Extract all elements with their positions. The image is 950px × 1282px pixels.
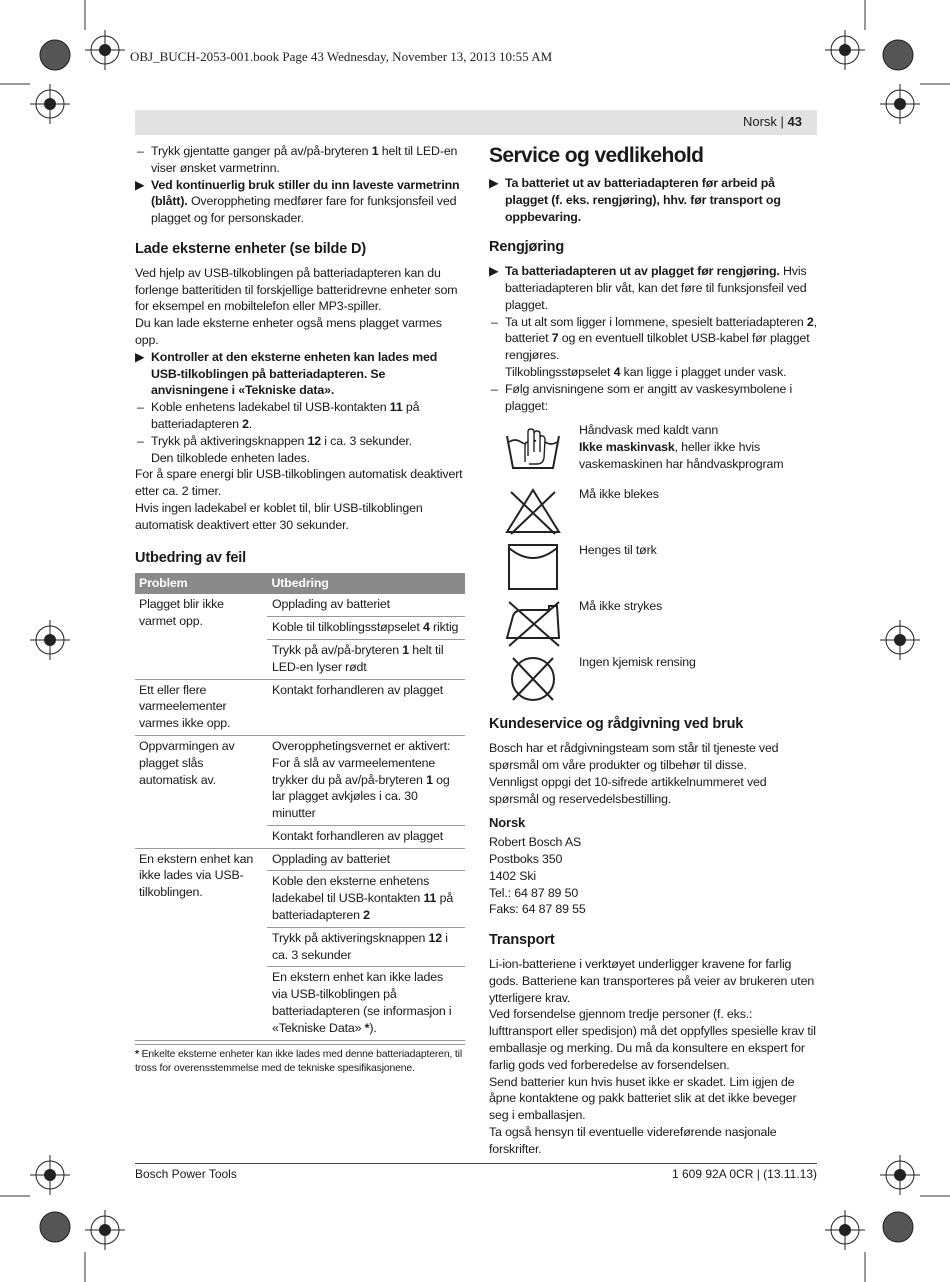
no-bleach-icon — [503, 486, 563, 536]
column-header: Utbedring — [268, 573, 466, 594]
footer-docnumber: 1 609 92A 0CR | (13.11.13) — [672, 1167, 817, 1181]
care-symbols — [489, 422, 819, 710]
section-heading: Utbedring av feil — [135, 549, 247, 566]
table-cell: Trykk på av/på-bryteren 1 helt til LED-en lyser rødt — [268, 639, 466, 679]
paragraph: Tilkoblingsstøpselet 4 kan ligge i plagget under vask. — [505, 364, 787, 379]
address-block: Robert Bosch AS Postboks 350 1402 Ski Tel.: 64 87 89 50 Faks: 64 87 89 55 — [489, 835, 586, 917]
footer-brand: Bosch Power Tools — [135, 1167, 237, 1181]
bullet-triangle-icon: ▶ — [135, 177, 145, 192]
bullet-triangle-icon: ▶ — [489, 264, 499, 279]
symbol-text: Må ikke blekes — [579, 487, 659, 502]
table-cell: En ekstern enhet kan ikke lades via USB-tilkoblingen. — [135, 848, 268, 1040]
paragraph: Ved hjelp av USB-tilkoblingen på batteriadapteren kan du forlenge batteritiden til forskjellige batteridrevne enheter som for eksempel en mobiltelefon eller MP3-spiller. — [135, 265, 458, 314]
no-iron-icon — [503, 598, 563, 648]
symbol-text: Henges til tørk — [579, 543, 657, 558]
table-cell: Kontakt forhandleren av plagget — [268, 679, 466, 735]
troubleshooting-table — [135, 573, 465, 1040]
warning-item: ▶ Ved kontinuerlig bruk stiller du inn laveste varmetrinn (blått). Overoppheting medfører fare for funksjonsfeil ved plagget og for personskader. — [135, 177, 460, 226]
list-item: – Koble enhetens ladekabel til USB-kontakten 11 på batteriadapteren 2. — [137, 400, 420, 431]
warning-item: ▶ Kontroller at den eksterne enheten kan lades med USB-tilkoblingen på batteriadapteren. Se anvisningene i «Tekniske data». — [135, 349, 438, 398]
table-cell: Kontakt forhandleren av plagget — [268, 825, 466, 848]
paragraph: Vennligst oppgi det 10-sifrede artikkelnummeret ved spørsmål og reservedelsbestilling. — [489, 774, 767, 806]
symbol-row — [489, 422, 819, 486]
header-language: Norsk — [742, 114, 777, 129]
bullet-triangle-icon: ▶ — [489, 176, 499, 190]
symbol-text: Ingen kjemisk rensing — [579, 655, 696, 670]
table-cell: Opplading av batteriet — [268, 848, 466, 871]
line-dry-icon — [503, 542, 563, 592]
table-row — [135, 679, 465, 735]
symbol-row — [489, 598, 819, 654]
column-header: Problem — [135, 573, 268, 594]
warning-item: ▶ Ta batteriadapteren ut av plagget før rengjøring. Hvis batteriadapteren blir våt, kan det føre til funksjonsfeil ved plagget. — [489, 264, 807, 312]
symbol-text: Må ikke strykes — [579, 599, 663, 614]
page-number: 43 — [787, 114, 802, 129]
hand-wash-icon — [503, 422, 563, 472]
paragraph: Du kan lade eksterne enheter også mens plagget varmes opp. — [135, 316, 442, 347]
warning-item: ▶ Ta batteriet ut av batteriadapteren før arbeid på plagget (f. eks. rengjøring), hhv. før transport og oppbevaring. — [489, 176, 781, 224]
paragraph: For å spare energi blir USB-tilkoblingen automatisk deaktivert etter ca. 2 timer. — [135, 467, 463, 499]
table-cell: Oppvarmingen av plagget slås automatisk av. — [135, 735, 268, 848]
table-row — [135, 594, 465, 616]
bullet-triangle-icon: ▶ — [135, 349, 145, 364]
paragraph: Hvis ingen ladekabel er koblet til, blir USB-tilkoblingen automatisk deaktivert etter 30 sekunder. — [135, 500, 423, 532]
table-cell: Koble den eksterne enhetens ladekabel til USB-kontakten 11 på batteriadapteren 2 — [268, 871, 466, 927]
table-cell: Ett eller flere varmeelementer varmes ikke opp. — [135, 679, 268, 735]
paragraph: Den tilkoblede enheten lades. — [151, 450, 310, 465]
table-cell: Opplading av batteriet — [268, 594, 466, 616]
table-cell: Koble til tilkoblingsstøpselet 4 riktig — [268, 617, 466, 640]
header-bar — [135, 110, 817, 135]
table-cell: Overopphetingsvernet er aktivert: For å slå av varmeelementene trykker du på av/på-bryteren 1 og lar plagget avkjøles i ca. 30 minutter — [268, 735, 466, 825]
symbol-text: Håndvask med kaldt vann Ikke maskinvask, heller ikke hvis vaskemaskinen har håndvaskprogram — [579, 423, 784, 471]
paragraph: Li-ion-batteriene i verktøyet underligger kravene for farlig gods. Batteriene kan transporteres på veier av brukeren uten ytterligere krav. — [489, 956, 815, 1005]
section-heading: Lade eksterne enheter (se bilde D) — [135, 240, 367, 257]
right-column — [489, 143, 819, 1157]
book-slug: OBJ_BUCH-2053-001.book Page 43 Wednesday, November 13, 2013 10:55 AM — [130, 49, 553, 64]
section-title: Service og vedlikehold — [489, 144, 704, 167]
symbol-row — [489, 542, 819, 598]
left-column — [135, 143, 465, 1077]
section-heading: Transport — [489, 932, 555, 949]
table-row — [135, 848, 465, 871]
paragraph: Ta også hensyn til eventuelle videreførende nasjonale forskrifter. — [489, 1124, 777, 1156]
footer-divider — [135, 1163, 817, 1164]
paragraph: Ved forsendelse gjennom tredje personer (f. eks.: lufttransport eller spedisjon) må det oppfylles spesielle krav til emballasje og merking. Du må da konsultere en ekspert for farlig gods ved forberedelse av forsendelsen. — [489, 1007, 816, 1072]
table-row — [135, 735, 465, 825]
country-heading: Norsk — [489, 815, 526, 831]
table-cell: Plagget blir ikke varmet opp. — [135, 594, 268, 679]
footnote: * Enkelte eksterne enheter kan ikke lades med denne batteriadapteren, til tross for overensstemmelse med de tekniske spesifikasjonene. — [135, 1044, 465, 1077]
table-cell: En ekstern enhet kan ikke lades via USB-tilkoblingen på batteriadapteren (se informasjon i «Tekniske Data» *). — [268, 967, 466, 1040]
list-item: – Ta ut alt som ligger i lommene, spesielt batteriadapteren 2, batteriet 7 og en eventuell tilkoblet USB-kabel før plagget rengjøres. — [491, 314, 817, 363]
paragraph: Bosch har et rådgivningsteam som står til tjeneste ved spørsmål om våre produkter og tilbehør til disse. — [489, 741, 779, 772]
symbol-row — [489, 654, 819, 710]
no-dry-clean-icon — [503, 654, 563, 704]
section-heading: Rengjøring — [489, 239, 565, 256]
paragraph: Send batterier kun hvis huset ikke er skadet. Lim igjen de åpne kontaktene og pakk batteriet slik at det ikke beveger seg i emballasjen. — [489, 1074, 797, 1123]
symbol-row — [489, 486, 819, 542]
list-item: – Trykk på aktiveringsknappen 12 i ca. 3 sekunder. — [137, 433, 412, 448]
list-item: – Følg anvisningene som er angitt av vaskesymbolene i plagget: — [491, 381, 793, 413]
section-heading: Kundeservice og rådgivning ved bruk — [489, 716, 744, 733]
table-cell: Trykk på aktiveringsknappen 12 i ca. 3 sekunder — [268, 927, 466, 967]
list-item: – Trykk gjentatte ganger på av/på-bryteren 1 helt til LED-en viser ønsket varmetrinn. — [137, 144, 458, 175]
page-reference: Norsk | 43 — [742, 114, 802, 129]
